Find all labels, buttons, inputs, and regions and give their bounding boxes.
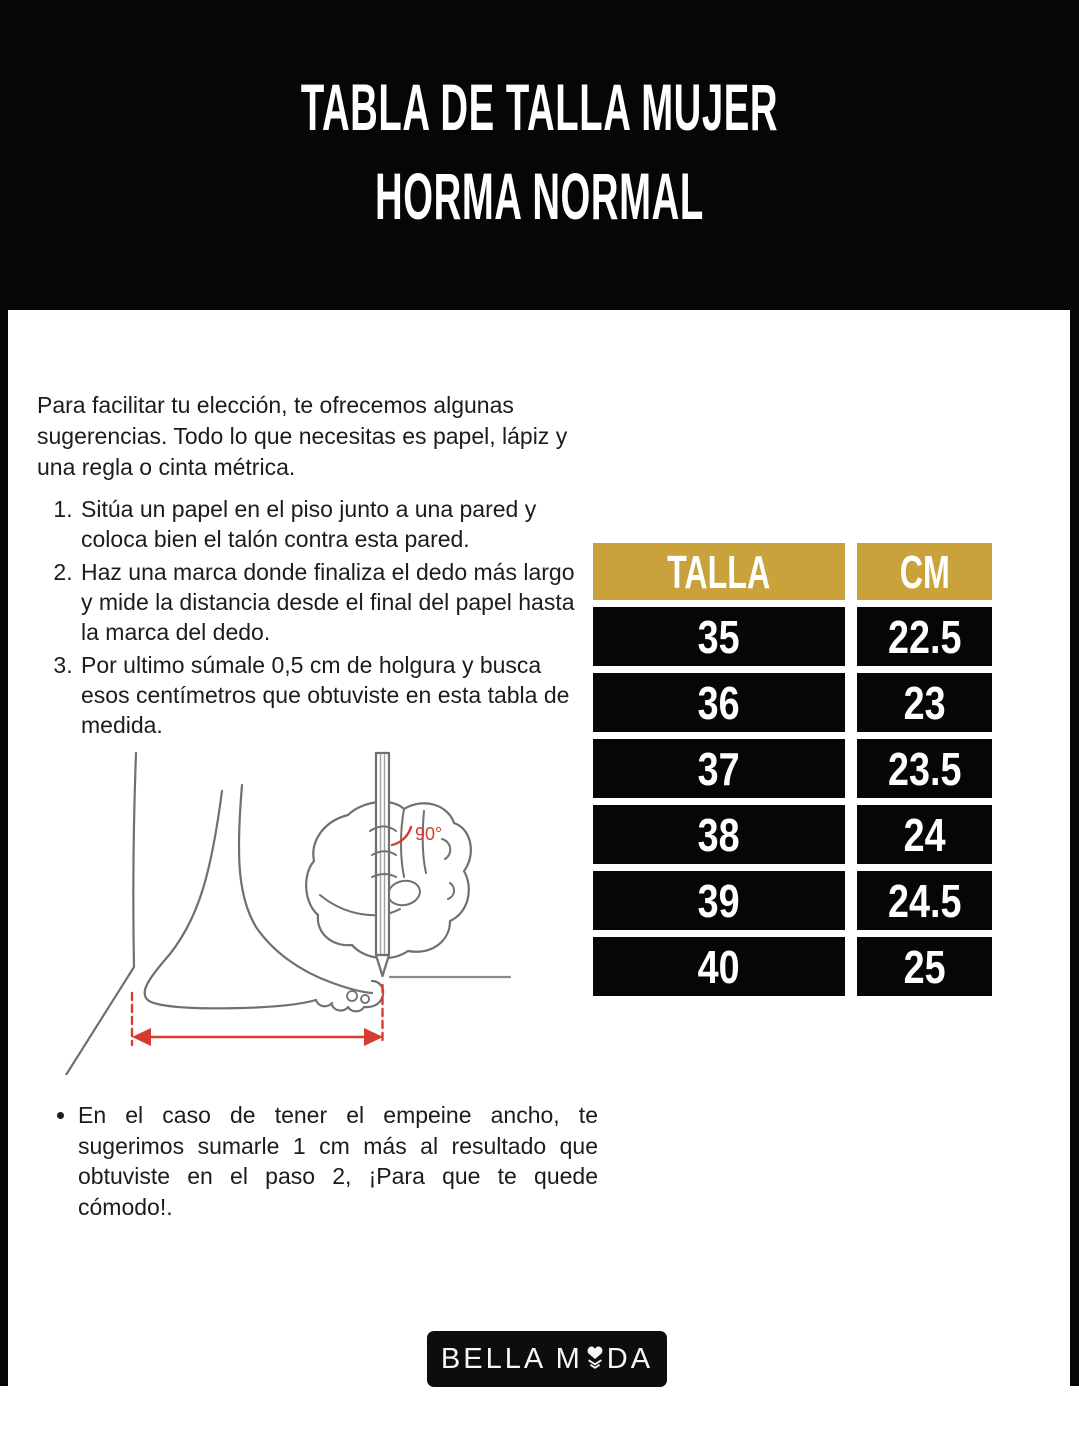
cm-value: 23.5 [887,742,962,795]
talla-cell [593,607,845,666]
table-header-cm [857,543,992,600]
page-title-line2 [256,161,823,250]
title-band [0,0,1079,310]
note-line: obtuviste en el paso 2, ¡Para que te quede [78,1163,598,1189]
talla-cell [593,871,845,930]
step-line: 2. Haz una marca donde finaliza el dedo más largo [81,559,575,585]
steps-list [37,494,619,743]
size-row [593,871,993,930]
talla-value: 37 [698,742,740,795]
intro-line: Para facilitar tu elección, te ofrecemos algunas [37,392,514,418]
page-title-line1 [128,72,951,161]
cm-value: 24 [903,808,946,861]
note-line: cómodo!. [78,1193,173,1220]
talla-value: 39 [698,874,740,927]
foot-outline [145,791,316,1008]
measure-arrow-left-head [132,1028,151,1046]
talla-value: 35 [698,610,740,663]
cm-cell [857,871,992,930]
cm-cell [857,805,992,864]
talla-cell [593,673,845,732]
size-row [593,673,993,732]
talla-header-text: TALLA [667,545,771,598]
step-line: 3. Por ultimo súmale 0,5 cm de holgura y busca [81,652,542,678]
logo-text-left: BELLA M [440,1342,583,1375]
intro-paragraph [37,390,597,483]
cm-value: 22.5 [887,610,962,663]
step-line: 1. Sitúa un papel en el piso junto a una pared y [81,496,537,522]
table-header-row [593,543,993,600]
brand-logo [427,1331,667,1387]
intro-line: sugerencias. Todo lo que necesitas es papel, lápiz y [37,423,568,449]
cm-cell [857,673,992,732]
note-item [78,1100,598,1222]
size-row [593,937,993,996]
step-line: medida. [81,712,163,738]
cm-value: 23 [903,676,946,729]
step-line: y mide la distancia desde el final del papel hasta [81,589,575,615]
talla-cell [593,739,845,798]
frame-right-border [1070,310,1079,1386]
size-row [593,739,993,798]
cm-header-text: CM [899,545,950,598]
talla-cell [593,937,845,996]
logo-text-right: DA [606,1342,654,1375]
step-line: la marca del dedo. [81,619,271,645]
frame-left-border [0,310,8,1386]
toes-outline [316,981,383,1011]
angle-label: 90° [415,824,443,844]
wall-line [66,753,136,1075]
page-title-line2-text: HORMA NORMAL [375,159,704,233]
pencil-tip [376,955,389,976]
table-header-talla [593,543,845,600]
step-line: coloca bien el talón contra esta pared. [81,526,470,552]
step-item-2 [79,557,619,647]
size-table [593,543,993,1003]
page-title-line1-text: TABLA DE TALLA MUJER [300,70,779,144]
wide-instep-note [44,1100,598,1222]
note-line: • En el caso de tener el empeine ancho, te [78,1102,598,1128]
cm-cell [857,937,992,996]
step-line: esos centímetros que obtuviste en esta tabla de [81,682,570,708]
foot-measurement-illustration [52,745,512,1075]
heart-chevron-icon [584,1344,606,1378]
talla-value: 40 [698,940,740,993]
talla-value: 38 [698,808,740,861]
step-item-3 [79,650,619,740]
cm-cell [857,607,992,666]
talla-cell [593,805,845,864]
pencil-body [376,753,389,955]
size-row [593,607,993,666]
talla-value: 36 [698,676,740,729]
note-line: sugerimos sumarle 1 cm más al resultado que [78,1132,598,1159]
cm-value: 24.5 [887,874,962,927]
cm-value: 25 [903,940,946,993]
step-item-1 [79,494,619,554]
cm-cell [857,739,992,798]
measure-arrow-right-head [364,1028,383,1046]
intro-line: una regla o cinta métrica. [37,454,296,480]
size-row [593,805,993,864]
